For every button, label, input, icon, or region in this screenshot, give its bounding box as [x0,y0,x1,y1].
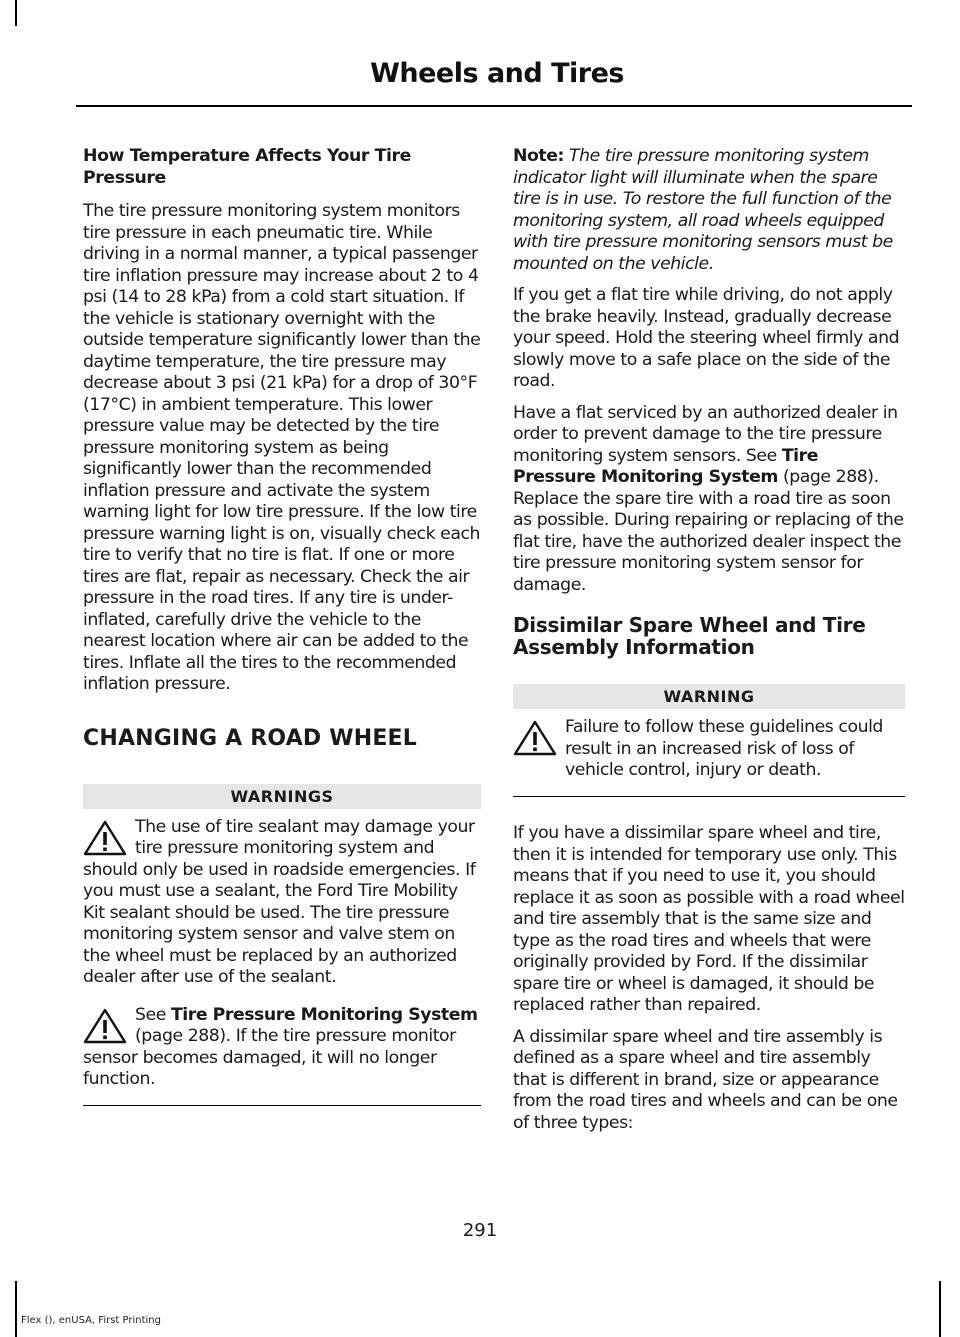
chapter-title: Wheels and Tires [370,58,624,89]
paragraph-dissimilar-1: If you have a dissimilar spare wheel and tire, then it is intended for temporary use only. This means that if you need to use it, you should replace it as soon as possible with a road wheel and tire assembly that is the same size and type as the road tires and wheels that were originally provided by Ford. If the dissimilar spare tire or wheel is damaged, it should be replaced rather than repaired. [513,823,905,1015]
right-column [513,146,905,1144]
link-tpms[interactable]: Tire Pressure Monitoring System [170,1004,478,1025]
note-label: Note: [513,146,564,166]
crop-mark [939,1281,941,1337]
warnings-divider [83,1105,481,1107]
print-info: Flex (), enUSA, First Printing [21,1315,161,1326]
crop-mark [15,0,17,26]
heading-changing-wheel: CHANGING A ROAD WHEEL [83,725,418,751]
warning-guidelines [513,717,905,797]
paragraph-service [513,403,905,597]
service-text-b: (page 288). Replace the spare tire with a road tire as soon as possible. During repairing or replacing of the flat tire, have the authorized dealer inspect the tire pressure monitoring system sensor for damage. [513,467,904,595]
warning-banner: WARNING [513,684,905,709]
warning-triangle-icon [83,820,127,856]
note-text: The tire pressure monitoring system indicator light will illuminate when the spare tire is in use. To restore the full function of the monitoring system, all road wheels equipped with tire pressure monitoring sensors must be mounted on the vehicle. [513,146,893,274]
warning-triangle-icon [83,1008,127,1044]
warning-divider [513,796,905,798]
warnings-banner: WARNINGS [83,784,481,809]
warning-guidelines-text: Failure to follow these guidelines could result in an increased risk of loss of vehicle control, injury or death. [565,717,883,780]
page-number: 291 [462,1220,498,1241]
header-divider [76,105,912,107]
warning-sealant [83,817,481,989]
paragraph-dissimilar-2: A dissimilar spare wheel and tire assembly is defined as a spare wheel and tire assembly that is different in brand, size or appearance from the road tires and wheels and can be one of three types: [513,1026,898,1133]
link-tpms-2[interactable]: Tire Pressure Monitoring System [513,445,818,487]
warning-triangle-icon [513,720,557,756]
warning-sensor [83,1005,481,1107]
left-column [83,146,481,1106]
warning-sealant-text: The use of tire sealant may damage your tire pressure monitoring system and should only be used in roadside emergencies. If you must use a sealant, the Ford Tire Mobility Kit sealant should be used. The tire pressure monitoring system sensor and valve stem on the wheel must be replaced by an authorized dealer after use of the sealant. [83,816,476,987]
warning-sensor-see: See [135,1004,171,1025]
note-spare [513,146,905,275]
warning-sensor-text [83,1005,481,1091]
heading-temperature: How Temperature Affects Your Tire Pressure [83,146,411,188]
heading-dissimilar-spare: Dissimilar Spare Wheel and Tire Assembly Information [513,613,866,659]
warning-sensor-rest: (page 288). If the tire pressure monitor sensor becomes damaged, it will no longer function. [83,1026,456,1089]
service-text-a: Have a flat serviced by an authorized dealer in order to prevent damage to the tire pressure monitoring system sensors. See [513,402,898,466]
paragraph-flat-tire: If you get a flat tire while driving, do not apply the brake heavily. Instead, gradually decrease your speed. Hold the steering wheel firmly and slowly move to a safe place on the side of the road. [513,285,900,391]
paragraph-temperature: The tire pressure monitoring system monitors tire pressure in each pneumatic tire. While driving in a normal manner, a typical passenger tire inflation pressure may increase about 2 to 4 psi (14 to 28 kPa) from a cold start situation. If the vehicle is stationary overnight with the outside temperature significantly lower than the daytime temperature, the tire pressure may decrease about 3 psi (21 kPa) for a drop of 30°F (17°C) in ambient temperature. This lower pressure value may be detected by the tire pressure monitoring system as being significantly lower than the recommended inflation pressure and activate the system warning light for low tire pressure. If the low tire pressure warning light is on, visually check each tire to verify that no tire is flat. If one or more tires are flat, repair as necessary. Check the air pressure in the road tires. If any tire is under-inflated, carefully drive the vehicle to the nearest location where air can be added to the tires. Inflate all the tires to the recommended inflation pressure. [83,201,481,694]
crop-mark [15,1281,17,1337]
